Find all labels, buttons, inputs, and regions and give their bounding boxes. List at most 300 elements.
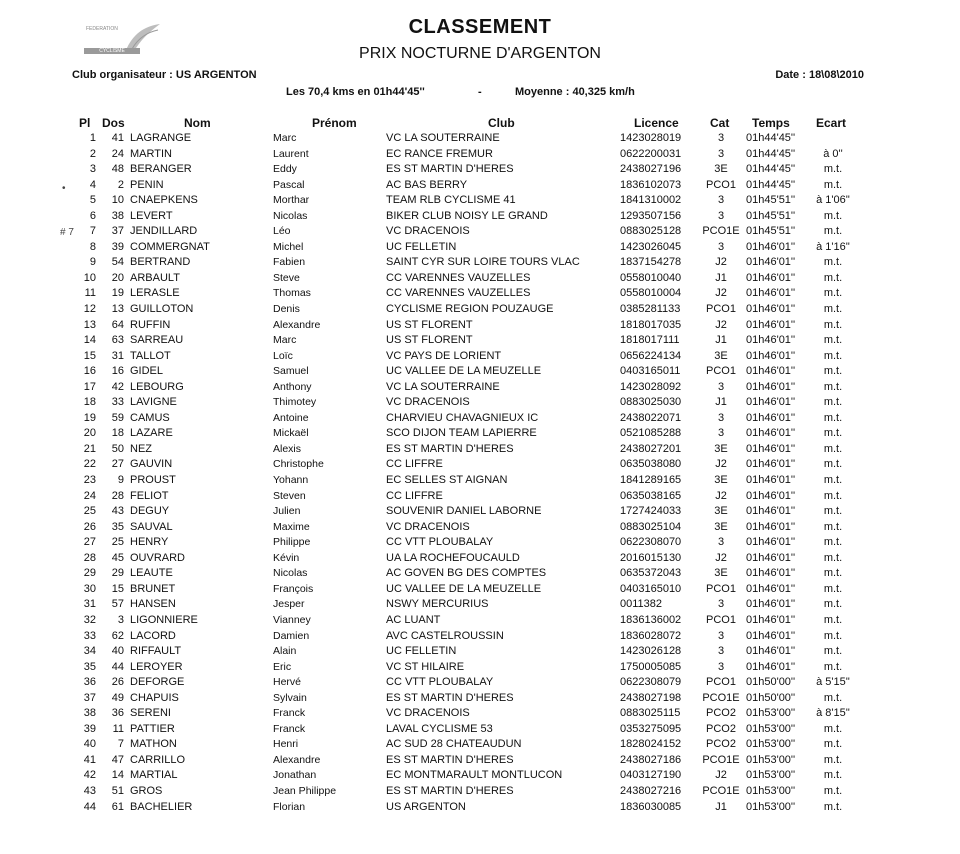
separator: - — [478, 86, 482, 98]
cell-last-name: GAUVIN — [130, 458, 173, 471]
cell-time: 01h53'00'' — [746, 784, 796, 797]
cell-last-name: LAZARE — [130, 427, 173, 440]
distance-time: Les 70,4 kms en 01h44'45'' — [286, 86, 425, 98]
cell-bib: 54 — [111, 256, 124, 269]
cell-place: 18 — [83, 396, 96, 409]
cell-first-name: Florian — [273, 800, 306, 813]
cell-gap: m.t. — [823, 505, 843, 518]
table-row — [0, 333, 960, 349]
table-row — [0, 597, 960, 613]
table-row — [0, 737, 960, 753]
cell-club: VC ST HILAIRE — [386, 660, 465, 673]
cell-first-name: Marc — [273, 334, 297, 347]
cell-place: 42 — [83, 769, 96, 782]
cell-bib: 10 — [111, 194, 124, 207]
cell-club: SCO DIJON TEAM LAPIERRE — [386, 427, 537, 440]
cell-last-name: CNAEPKENS — [130, 194, 198, 207]
cell-place: 16 — [83, 365, 96, 378]
cell-time: 01h53'00'' — [746, 769, 796, 782]
cell-place: 35 — [83, 660, 96, 673]
col-header-nom: Nom — [184, 116, 211, 130]
cell-club: ES ST MARTIN D'HERES — [386, 753, 514, 766]
cell-first-name: Julien — [273, 505, 301, 518]
table-row — [0, 473, 960, 489]
cell-time: 01h53'00'' — [746, 753, 796, 766]
cell-bib: 61 — [111, 800, 124, 813]
cell-category: 3E — [714, 442, 728, 455]
cell-licence: 2438022071 — [620, 411, 682, 424]
cell-last-name: CAMUS — [130, 411, 170, 424]
cell-time: 01h46'01'' — [746, 411, 796, 424]
cell-club: VC LA SOUTERRAINE — [386, 380, 500, 393]
cell-place: 41 — [83, 753, 96, 766]
cell-category: 3 — [717, 132, 725, 144]
cell-time: 01h46'01'' — [746, 256, 796, 269]
cell-gap: m.t. — [823, 784, 843, 797]
cell-licence: 1836028072 — [620, 629, 682, 642]
cell-club: CYCLISME REGION POUZAUGE — [386, 303, 554, 316]
table-row — [0, 629, 960, 645]
cell-time: 01h46'01'' — [746, 474, 796, 487]
cell-first-name: Denis — [273, 303, 300, 316]
cell-club: AC SUD 28 CHATEAUDUN — [386, 738, 522, 751]
cell-last-name: LERASLE — [130, 287, 180, 300]
cell-time: 01h46'01'' — [746, 458, 796, 471]
cell-first-name: Damien — [273, 629, 310, 642]
cell-last-name: BERTRAND — [130, 256, 191, 269]
cell-place: 27 — [83, 536, 96, 549]
cell-gap: m.t. — [823, 645, 843, 658]
cell-licence: 1750005085 — [620, 660, 682, 673]
cell-time: 01h53'00'' — [746, 738, 796, 751]
cell-first-name: Jonathan — [273, 769, 317, 782]
cell-first-name: Fabien — [273, 256, 306, 269]
col-header-ecart: Ecart — [816, 116, 847, 130]
cell-category: 3 — [717, 194, 725, 207]
cell-category: 3 — [717, 645, 725, 658]
cell-licence: 1836136002 — [620, 613, 682, 626]
table-row — [0, 722, 960, 738]
cell-last-name: SAUVAL — [130, 520, 173, 533]
table-row — [0, 768, 960, 784]
cell-first-name: Maxime — [273, 520, 310, 533]
cell-category: 3 — [717, 240, 725, 253]
table-row — [0, 613, 960, 629]
cell-gap: m.t. — [823, 427, 843, 440]
cell-licence: 1837154278 — [620, 256, 682, 269]
cell-place: 3 — [89, 163, 96, 176]
race-name: PRIX NOCTURNE D'ARGENTON — [359, 45, 601, 62]
cell-first-name: Franck — [273, 707, 306, 720]
cell-club: TEAM RLB CYCLISME 41 — [386, 194, 516, 207]
cell-last-name: DEGUY — [130, 505, 170, 518]
cell-club: US ST FLORENT — [386, 318, 473, 331]
cell-place: 38 — [83, 707, 96, 720]
cell-licence: 0635038165 — [620, 489, 682, 502]
cell-gap: m.t. — [823, 271, 843, 284]
cell-time: 01h53'00'' — [746, 800, 796, 813]
cell-gap: m.t. — [823, 287, 843, 300]
cell-bib: 48 — [111, 163, 124, 176]
table-row — [0, 318, 960, 334]
cell-first-name: Thomas — [273, 287, 311, 300]
cell-place: 20 — [83, 427, 96, 440]
cell-first-name: Pascal — [273, 178, 305, 191]
cell-last-name: BRUNET — [130, 582, 176, 595]
cell-place: 2 — [89, 147, 96, 160]
cell-category: PCO1 — [706, 303, 736, 316]
cell-category: PCO1 — [706, 676, 736, 689]
cell-licence: 0622308070 — [620, 536, 682, 549]
table-row — [0, 660, 960, 676]
cell-licence: 2438027201 — [620, 442, 682, 455]
cell-last-name: LACORD — [130, 629, 176, 642]
cell-time: 01h46'01'' — [746, 427, 796, 440]
cell-last-name: RUFFIN — [130, 318, 171, 331]
cell-club: US ARGENTON — [386, 800, 466, 813]
table-row — [0, 551, 960, 567]
cell-gap: m.t. — [823, 753, 843, 766]
cell-last-name: OUVRARD — [130, 551, 186, 564]
col-header-cat: Cat — [710, 116, 730, 130]
cell-club: SOUVENIR DANIEL LABORNE — [386, 505, 542, 518]
cell-bib: 62 — [111, 629, 124, 642]
cell-bib: 19 — [111, 287, 124, 300]
table-row — [0, 426, 960, 442]
cell-gap: à 5'15'' — [816, 676, 850, 689]
cell-bib: 37 — [111, 225, 124, 238]
cell-category: 3E — [714, 163, 728, 176]
cell-time: 01h46'01'' — [746, 582, 796, 595]
cell-club: EC SELLES ST AIGNAN — [386, 474, 508, 487]
table-row — [0, 162, 960, 178]
cell-last-name: GUILLOTON — [130, 303, 194, 316]
cell-time: 01h46'01'' — [746, 349, 796, 362]
cell-first-name: Eddy — [273, 163, 297, 176]
cell-club: UC FELLETIN — [386, 645, 457, 658]
cell-bib: 3 — [117, 613, 124, 626]
cell-club: ES ST MARTIN D'HERES — [386, 163, 514, 176]
cell-place: 12 — [83, 303, 96, 316]
cell-time: 01h46'01'' — [746, 287, 796, 300]
cell-category: PCO1 — [706, 365, 736, 378]
cell-club: VC DRACENOIS — [386, 396, 470, 409]
cell-club: ES ST MARTIN D'HERES — [386, 691, 514, 704]
cell-last-name: BACHELIER — [130, 800, 193, 813]
cell-place: 1 — [89, 132, 96, 144]
cell-club: LAVAL CYCLISME 53 — [386, 722, 493, 735]
cell-time: 01h46'01'' — [746, 567, 796, 580]
cell-last-name: ARBAULT — [130, 271, 180, 284]
table-row — [0, 131, 960, 147]
cell-bib: 2 — [117, 178, 124, 191]
cell-bib: 18 — [111, 427, 124, 440]
cell-time: 01h46'01'' — [746, 240, 796, 253]
cell-licence: 0635038080 — [620, 458, 682, 471]
cell-last-name: CHAPUIS — [130, 691, 179, 704]
cell-gap: m.t. — [823, 458, 843, 471]
cell-licence: 0403127190 — [620, 769, 682, 782]
cell-licence: 1423028092 — [620, 380, 682, 393]
cell-first-name: Steve — [273, 271, 300, 284]
table-row — [0, 691, 960, 707]
cell-place: 26 — [83, 520, 96, 533]
cell-category: J2 — [715, 551, 727, 564]
cell-licence: 1836102073 — [620, 178, 682, 191]
cell-licence: 0622308079 — [620, 676, 682, 689]
cell-licence: 0883025104 — [620, 520, 682, 533]
cell-place: 32 — [83, 613, 96, 626]
cell-last-name: MARTIAL — [130, 769, 178, 782]
cell-licence: 2438027216 — [620, 784, 682, 797]
cell-club: CHARVIEU CHAVAGNIEUX IC — [386, 411, 539, 424]
cell-time: 01h45'51'' — [746, 209, 796, 222]
cell-place: 25 — [83, 505, 96, 518]
cell-time: 01h46'01'' — [746, 271, 796, 284]
cell-place: 4 — [89, 178, 96, 191]
cell-time: 01h46'01'' — [746, 629, 796, 642]
page-title: CLASSEMENT — [408, 16, 552, 38]
cell-club: CC VTT PLOUBALAY — [386, 536, 494, 549]
cell-first-name: Steven — [273, 489, 306, 502]
cell-club: CC VTT PLOUBALAY — [386, 676, 494, 689]
table-row — [0, 582, 960, 598]
cell-licence: 0385281133 — [620, 303, 681, 316]
cell-place: 44 — [83, 800, 96, 813]
cell-time: 01h46'01'' — [746, 536, 796, 549]
cell-licence: 1836030085 — [620, 800, 682, 813]
cell-gap: m.t. — [823, 660, 843, 673]
cell-licence: 0656224134 — [620, 349, 682, 362]
col-header-club: Club — [488, 116, 515, 130]
table-row — [0, 286, 960, 302]
cell-club: ES ST MARTIN D'HERES — [386, 784, 514, 797]
cell-place: 17 — [83, 380, 96, 393]
cell-category: 3E — [714, 474, 728, 487]
cell-gap: m.t. — [823, 411, 843, 424]
cell-last-name: CARRILLO — [130, 753, 186, 766]
col-header-pl: Pl — [79, 116, 91, 130]
cell-bib: 15 — [111, 582, 124, 595]
cell-gap: m.t. — [823, 256, 843, 269]
cell-last-name: MATHON — [130, 738, 177, 751]
cell-bib: 33 — [111, 396, 124, 409]
cell-place: 15 — [83, 349, 96, 362]
cell-gap: m.t. — [823, 442, 843, 455]
cell-club: CC LIFFRE — [386, 458, 443, 471]
cell-category: PCO1E — [702, 784, 740, 797]
cell-gap: m.t. — [823, 318, 843, 331]
cell-club: AC BAS BERRY — [386, 178, 468, 191]
cell-category: J2 — [715, 318, 727, 331]
cell-bib: 63 — [111, 334, 124, 347]
cell-first-name: Sylvain — [273, 691, 307, 704]
cell-time: 01h53'00'' — [746, 707, 796, 720]
cell-last-name: FELIOT — [130, 489, 169, 502]
cell-licence: 2438027186 — [620, 753, 682, 766]
cell-last-name: LEBOURG — [130, 380, 184, 393]
cell-licence: 0883025030 — [620, 396, 682, 409]
cell-licence: 0011382 — [620, 598, 663, 611]
cell-category: PCO2 — [706, 722, 736, 735]
cell-category: J2 — [715, 287, 727, 300]
table-row — [0, 395, 960, 411]
table-row — [0, 457, 960, 473]
cell-gap: m.t. — [823, 800, 843, 813]
table-row — [0, 800, 960, 816]
cell-first-name: Laurent — [273, 147, 309, 160]
cell-place: 5 — [89, 194, 96, 207]
cell-time: 01h46'01'' — [746, 334, 796, 347]
table-row — [0, 753, 960, 769]
cell-place: 29 — [83, 567, 96, 580]
cell-place: 7 — [89, 225, 96, 238]
cell-licence: 1841310002 — [620, 194, 682, 207]
cell-category: 3E — [714, 520, 728, 533]
cell-gap: à 1'16'' — [816, 240, 850, 253]
cell-category: J2 — [715, 769, 727, 782]
cell-first-name: Léo — [273, 225, 291, 238]
table-row — [0, 271, 960, 287]
cell-gap: m.t. — [823, 225, 843, 238]
cell-place: 36 — [83, 676, 96, 689]
cell-last-name: JENDILLARD — [130, 225, 198, 238]
table-row — [0, 784, 960, 800]
table-row — [0, 411, 960, 427]
table-row — [0, 566, 960, 582]
cell-club: SAINT CYR SUR LOIRE TOURS VLAC — [386, 256, 580, 269]
cell-club: ES ST MARTIN D'HERES — [386, 442, 514, 455]
cell-first-name: François — [273, 582, 314, 595]
cell-place: 34 — [83, 645, 96, 658]
col-header-dos: Dos — [102, 116, 125, 130]
cell-last-name: HANSEN — [130, 598, 176, 611]
cell-last-name: BERANGER — [130, 163, 192, 176]
margin-mark: # 7 — [60, 227, 74, 238]
cell-bib: 44 — [111, 660, 124, 673]
cell-place: 28 — [83, 551, 96, 564]
table-row — [0, 489, 960, 505]
cell-place: 39 — [83, 722, 96, 735]
cell-bib: 14 — [111, 769, 124, 782]
cell-gap: m.t. — [823, 691, 843, 704]
cell-bib: 47 — [111, 753, 124, 766]
cell-club: VC LA SOUTERRAINE — [386, 132, 500, 144]
cell-licence: 0403165011 — [620, 365, 681, 378]
col-header-prenom: Prénom — [312, 116, 357, 130]
col-header-licence: Licence — [634, 116, 679, 130]
cell-gap: m.t. — [823, 303, 843, 316]
cell-bib: 27 — [111, 458, 124, 471]
cell-gap: m.t. — [823, 380, 843, 393]
cell-place: 33 — [83, 629, 96, 642]
cell-first-name: Henri — [273, 738, 299, 751]
table-row — [0, 504, 960, 520]
cell-first-name: Eric — [273, 660, 292, 673]
cell-club: VC PAYS DE LORIENT — [386, 349, 502, 362]
table-header — [0, 116, 960, 132]
cell-licence: 2438027198 — [620, 691, 682, 704]
cell-gap: m.t. — [823, 722, 843, 735]
cell-place: 13 — [83, 318, 96, 331]
cell-place: 30 — [83, 582, 96, 595]
table-row — [0, 255, 960, 271]
margin-mark: • — [62, 183, 66, 194]
cell-gap: m.t. — [823, 365, 843, 378]
cell-time: 01h44'45'' — [746, 147, 796, 160]
cell-first-name: Franck — [273, 722, 306, 735]
cell-time: 01h46'01'' — [746, 442, 796, 455]
cell-place: 6 — [89, 209, 96, 222]
cell-place: 9 — [89, 256, 96, 269]
cell-category: J2 — [715, 458, 727, 471]
cell-time: 01h46'01'' — [746, 520, 796, 533]
table-row — [0, 209, 960, 225]
cell-licence: 1423026045 — [620, 240, 682, 253]
cell-gap: m.t. — [823, 598, 843, 611]
cell-bib: 45 — [111, 551, 124, 564]
cell-gap: m.t. — [823, 769, 843, 782]
table-row — [0, 535, 960, 551]
cell-category: J2 — [715, 489, 727, 502]
cell-club: EC MONTMARAULT MONTLUCON — [386, 769, 563, 782]
cell-last-name: LEVERT — [130, 209, 173, 222]
table-row — [0, 240, 960, 256]
cell-category: J1 — [715, 396, 727, 409]
cell-licence: 2016015130 — [620, 551, 682, 564]
cell-gap: m.t. — [823, 163, 843, 176]
cell-bib: 59 — [111, 411, 124, 424]
table-row — [0, 193, 960, 209]
race-date: Date : 18\08\2010 — [775, 69, 864, 81]
cell-last-name: PATTIER — [130, 722, 175, 735]
cell-place: 8 — [89, 240, 96, 253]
cell-gap: à 8'15'' — [816, 707, 850, 720]
cell-licence: 1828024152 — [620, 738, 682, 751]
cell-first-name: Morthar — [273, 194, 310, 207]
cell-bib: 13 — [111, 303, 124, 316]
cell-bib: 50 — [111, 442, 124, 455]
cell-time: 01h46'01'' — [746, 318, 796, 331]
cell-last-name: COMMERGNAT — [130, 240, 210, 253]
cell-category: 3 — [717, 147, 725, 160]
cell-gap: m.t. — [823, 334, 843, 347]
cell-category: PCO1E — [702, 225, 740, 238]
cell-bib: 7 — [117, 738, 124, 751]
cell-licence: 0883025128 — [620, 225, 682, 238]
cell-time: 01h44'45'' — [746, 178, 796, 191]
cell-first-name: Vianney — [273, 613, 311, 626]
cell-time: 01h50'00'' — [746, 691, 796, 704]
table-row — [0, 349, 960, 365]
cell-gap: m.t. — [823, 349, 843, 362]
cell-time: 01h46'01'' — [746, 303, 796, 316]
cell-licence: 0353275095 — [620, 722, 682, 735]
cell-club: VC DRACENOIS — [386, 225, 470, 238]
cell-last-name: LAVIGNE — [130, 396, 177, 409]
cell-club: US ST FLORENT — [386, 334, 473, 347]
cell-category: PCO1E — [702, 691, 740, 704]
cell-time: 01h44'45'' — [746, 132, 796, 144]
cell-category: 3 — [717, 660, 725, 673]
cell-club: UC VALLEE DE LA MEUZELLE — [386, 582, 542, 595]
cell-category: J2 — [715, 256, 727, 269]
cell-gap: m.t. — [823, 396, 843, 409]
cell-last-name: LIGONNIERE — [130, 613, 198, 626]
cell-place: 31 — [83, 598, 96, 611]
cell-category: 3 — [717, 598, 725, 611]
cell-category: 3 — [717, 411, 725, 424]
